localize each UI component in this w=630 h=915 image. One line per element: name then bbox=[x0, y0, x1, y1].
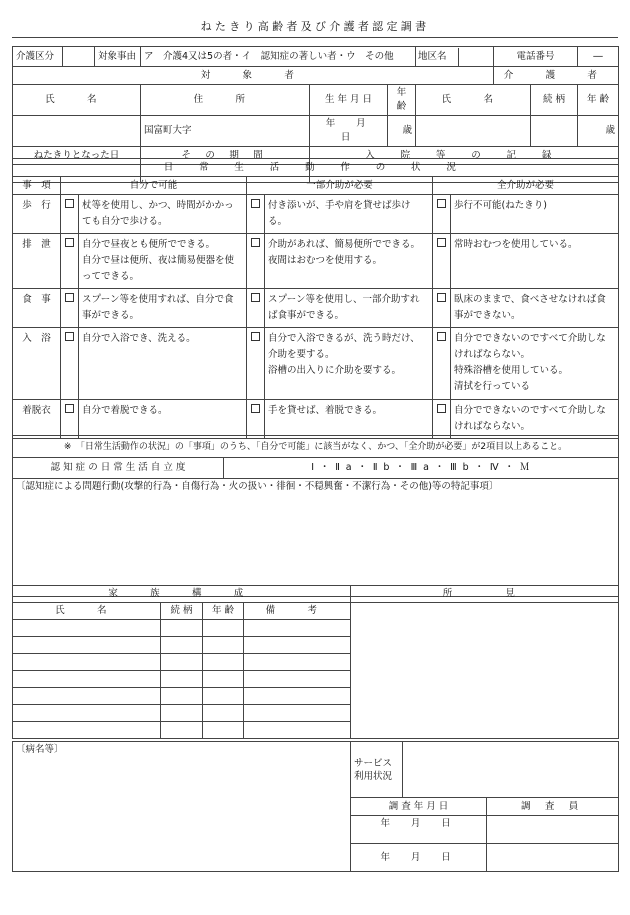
birthdate-field[interactable]: 年 月 日 bbox=[310, 116, 388, 147]
adl-partial-line: 夜間はおむつを使用する。 bbox=[268, 255, 383, 266]
family-row-name[interactable] bbox=[13, 688, 161, 705]
disease-label: 〔病名等〕 bbox=[16, 744, 64, 755]
opinion-field[interactable] bbox=[351, 603, 619, 739]
adl-full-text bbox=[451, 195, 619, 234]
caregiver-age-field[interactable]: 歳 bbox=[578, 116, 619, 147]
adl-row-label: 入 浴 bbox=[13, 328, 61, 400]
adl-row bbox=[13, 328, 619, 400]
checkbox[interactable] bbox=[251, 404, 260, 413]
adl-self-text bbox=[79, 289, 247, 328]
dementia-levels[interactable]: Ⅰ ・ Ⅱ a ・ Ⅱ b ・ Ⅲ a ・ Ⅲ b ・ Ⅳ ・ Ｍ bbox=[311, 462, 531, 473]
checkbox[interactable] bbox=[65, 293, 74, 302]
adl-tail-table bbox=[12, 435, 619, 597]
caregiver-name-header: 氏 名 bbox=[416, 85, 531, 116]
adl-section-title: 日 常 生 活 動 作 の 状 況 bbox=[13, 159, 619, 177]
checkbox[interactable] bbox=[65, 332, 74, 341]
target-reason-text: ア 介護4又は5の者・イ 認知症の著しい者・ウ その他 bbox=[141, 47, 416, 67]
adl-full-line: 自分でできないのですべて介助しなければならない。 bbox=[454, 333, 606, 360]
adl-partial-line: スプーン等を使用し、一部介助すれば食事ができる。 bbox=[268, 294, 420, 321]
adl-full-checkbox-cell[interactable] bbox=[433, 328, 451, 400]
adl-self-checkbox-cell[interactable] bbox=[61, 234, 79, 289]
adl-self-line: 自分で入浴でき、洗える。 bbox=[82, 333, 196, 344]
relation-field[interactable] bbox=[531, 116, 578, 147]
adl-row-label: 歩 行 bbox=[13, 195, 61, 234]
adl-col-self: 自分で可能 bbox=[61, 177, 247, 195]
adl-full-line: 特殊浴槽を使用している。 bbox=[454, 365, 569, 376]
adl-full-line: 自分でできないのですべて介助しなければならない。 bbox=[454, 405, 606, 432]
checkbox[interactable] bbox=[437, 199, 446, 208]
caregiver-label: 介 護 者 bbox=[494, 67, 619, 85]
adl-full-text bbox=[451, 328, 619, 400]
family-row-name[interactable] bbox=[13, 705, 161, 722]
adl-full-text bbox=[451, 289, 619, 328]
service-label-line1: サービス bbox=[354, 757, 393, 769]
adl-partial-text bbox=[265, 195, 433, 234]
adl-self-line: スプーン等を使用すれば、自分で食事ができる。 bbox=[82, 294, 234, 321]
caregiver-age-header: 年 齢 bbox=[578, 85, 619, 116]
family-title: 家 族 構 成 bbox=[13, 586, 351, 603]
address-field[interactable]: 国富町大字 bbox=[141, 116, 310, 147]
bedridden-date-label: ねたきりとなった日 bbox=[13, 147, 141, 165]
adl-partial-checkbox-cell[interactable] bbox=[247, 234, 265, 289]
adl-full-line: 常時おむつを使用している。 bbox=[454, 239, 578, 250]
name-header: 氏 名 bbox=[13, 85, 141, 116]
adl-partial-checkbox-cell[interactable] bbox=[247, 400, 265, 439]
dementia-behavior-field[interactable] bbox=[13, 479, 619, 597]
adl-full-checkbox-cell[interactable] bbox=[433, 234, 451, 289]
surveyor-field-1[interactable] bbox=[487, 816, 619, 844]
dementia-label: 認 知 症 の 日 常 生 活 自 立 度 bbox=[13, 458, 224, 478]
area-label: 地区名 bbox=[416, 48, 459, 66]
hospital-record-label: 入 院 等 の 記 録 bbox=[310, 147, 619, 165]
age-header: 年 齢 bbox=[388, 85, 416, 116]
checkbox[interactable] bbox=[251, 293, 260, 302]
adl-self-line: 自分で昼夜とも便所でできる。 bbox=[82, 239, 216, 250]
adl-partial-line: 付き添いが、手や肩を貸せば歩ける。 bbox=[268, 200, 411, 227]
adl-self-checkbox-cell[interactable] bbox=[61, 328, 79, 400]
adl-full-line: 歩行不可能(ねたきり) bbox=[454, 200, 547, 211]
adl-partial-checkbox-cell[interactable] bbox=[247, 195, 265, 234]
adl-partial-checkbox-cell[interactable] bbox=[247, 328, 265, 400]
adl-row bbox=[13, 400, 619, 439]
care-class-value[interactable] bbox=[63, 47, 95, 67]
adl-partial-line: 自分で入浴できるが、洗う時だけ、介助を要する。 bbox=[268, 333, 420, 360]
adl-col-partial: 一部介助が必要 bbox=[247, 177, 433, 195]
bottom-table bbox=[12, 741, 619, 872]
adl-partial-line: 浴槽の出入りに介助を要する。 bbox=[268, 365, 402, 376]
family-row-name[interactable] bbox=[13, 620, 161, 637]
surveyor-field-2[interactable] bbox=[487, 844, 619, 872]
adl-partial-text bbox=[265, 400, 433, 439]
adl-full-checkbox-cell[interactable] bbox=[433, 400, 451, 439]
adl-self-line: 自分で昼は便所、夜は簡易便器を使ってできる。 bbox=[82, 255, 235, 282]
adl-self-text bbox=[79, 234, 247, 289]
adl-self-checkbox-cell[interactable] bbox=[61, 289, 79, 328]
adl-row bbox=[13, 234, 619, 289]
phone-label: 電話番号 bbox=[494, 47, 578, 67]
checkbox[interactable] bbox=[65, 404, 74, 413]
adl-self-line: 自分で着脱できる。 bbox=[82, 405, 168, 416]
care-class-label: 介護区分 bbox=[13, 47, 63, 67]
adl-self-checkbox-cell[interactable] bbox=[61, 195, 79, 234]
adl-self-checkbox-cell[interactable] bbox=[61, 400, 79, 439]
adl-self-text bbox=[79, 328, 247, 400]
adl-col-item: 事 項 bbox=[13, 177, 61, 195]
age-field[interactable]: 歳 bbox=[388, 116, 416, 147]
service-label bbox=[351, 742, 403, 798]
adl-partial-line: 手を貸せば、着脱できる。 bbox=[268, 405, 383, 416]
checkbox[interactable] bbox=[251, 238, 260, 247]
family-row-name[interactable] bbox=[13, 722, 161, 739]
family-relation-header: 続 柄 bbox=[161, 603, 203, 620]
family-age-header: 年 齢 bbox=[203, 603, 244, 620]
checkbox[interactable] bbox=[437, 332, 446, 341]
adl-row-label: 排 泄 bbox=[13, 234, 61, 289]
service-label-line2: 利用状況 bbox=[354, 770, 393, 782]
subject-label: 対 象 者 bbox=[13, 67, 494, 85]
address-header: 住 所 bbox=[141, 85, 310, 116]
adl-self-text bbox=[79, 400, 247, 439]
adl-partial-line: 介助があれば、簡易便所でできる。 bbox=[268, 239, 421, 250]
adl-full-text bbox=[451, 400, 619, 439]
surveyor-label: 調 査 員 bbox=[487, 798, 619, 816]
checkbox[interactable] bbox=[65, 238, 74, 247]
survey-date-label: 調 査 年 月 日 bbox=[351, 798, 487, 816]
dementia-behavior-label: 〔認知症による問題行動(攻撃的行為・自傷行為・火の扱い・徘徊・不穏興奮・不潔行為・その他)等の特記事項〕 bbox=[16, 481, 499, 492]
survey-date-field-2[interactable]: 年 月 日 bbox=[351, 844, 487, 872]
service-field[interactable] bbox=[403, 742, 619, 798]
adl-table bbox=[12, 158, 619, 439]
area-value[interactable] bbox=[459, 48, 493, 66]
family-table bbox=[12, 585, 619, 739]
family-row-name[interactable] bbox=[13, 637, 161, 654]
adl-note: ※ 「日常生活動作の状況」の「事項」のうち、「自分で可能」に該当がなく、かつ、「全介助が必要」が2項目以上あること。 bbox=[13, 436, 619, 458]
checkbox[interactable] bbox=[251, 332, 260, 341]
checkbox[interactable] bbox=[65, 199, 74, 208]
adl-row bbox=[13, 195, 619, 234]
adl-full-checkbox-cell[interactable] bbox=[433, 289, 451, 328]
adl-partial-text bbox=[265, 289, 433, 328]
phone-value[interactable]: ― bbox=[578, 47, 619, 67]
adl-row-label: 着脱衣 bbox=[13, 400, 61, 439]
adl-partial-text bbox=[265, 234, 433, 289]
caregiver-name-field[interactable] bbox=[416, 116, 531, 147]
family-row-name[interactable] bbox=[13, 654, 161, 671]
disease-field[interactable] bbox=[13, 742, 351, 872]
adl-partial-text bbox=[265, 328, 433, 400]
family-row-name[interactable] bbox=[13, 671, 161, 688]
adl-self-text bbox=[79, 195, 247, 234]
relation-header: 続 柄 bbox=[531, 85, 578, 116]
birthdate-header: 生 年 月 日 bbox=[310, 85, 388, 116]
opinion-title: 所 見 bbox=[351, 586, 619, 603]
checkbox[interactable] bbox=[251, 199, 260, 208]
adl-row bbox=[13, 289, 619, 328]
target-reason-label: 対象事由 bbox=[95, 47, 141, 67]
adl-full-checkbox-cell[interactable] bbox=[433, 195, 451, 234]
adl-col-full: 全介助が必要 bbox=[433, 177, 619, 195]
family-remarks-header: 備 考 bbox=[244, 603, 351, 620]
adl-full-line: 臥床のままで、食べさせなければ食事ができない。 bbox=[454, 294, 606, 321]
adl-self-line: 杖等を使用し、かつ、時間がかかっても自分で歩ける。 bbox=[82, 200, 234, 227]
adl-partial-checkbox-cell[interactable] bbox=[247, 289, 265, 328]
adl-full-text bbox=[451, 234, 619, 289]
checkbox[interactable] bbox=[437, 404, 446, 413]
form-title: ねたきり高齢者及び介護者認定調書 bbox=[200, 20, 430, 33]
adl-row-label: 食 事 bbox=[13, 289, 61, 328]
checkbox[interactable] bbox=[437, 238, 446, 247]
adl-full-line: 清拭を行っている bbox=[454, 381, 531, 392]
subject-name-field[interactable] bbox=[13, 116, 141, 147]
survey-date-field-1[interactable]: 年 月 日 bbox=[351, 816, 487, 844]
checkbox[interactable] bbox=[437, 293, 446, 302]
title-rule bbox=[12, 37, 618, 38]
period-label: そ の 期 間 bbox=[141, 147, 310, 165]
family-name-header: 氏 名 bbox=[13, 603, 161, 620]
